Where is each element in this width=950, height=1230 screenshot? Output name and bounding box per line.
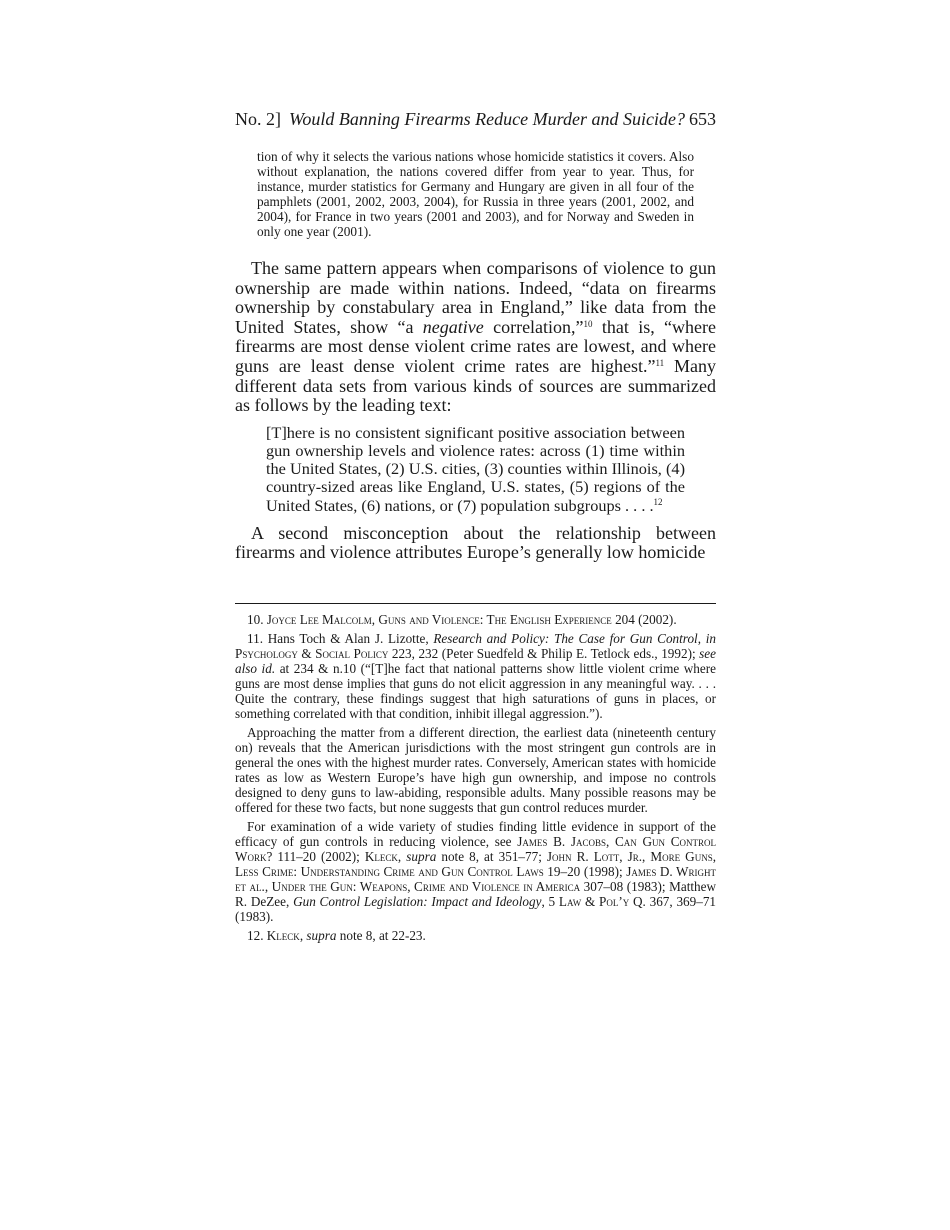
signal-supra: supra bbox=[406, 849, 437, 864]
text-run: 367, 369–71 (1983). bbox=[235, 894, 717, 924]
footnote-ref-10: 10 bbox=[583, 318, 593, 329]
footnote-number: 10. bbox=[247, 612, 264, 627]
text-run: 111–20 (2002); bbox=[272, 849, 365, 864]
signal-in: in bbox=[705, 631, 716, 646]
book-citation: James D. Wright et al., Under the Gun: Weapons, Crime and Violence in America bbox=[235, 864, 716, 894]
paragraph-2: A second misconception about the relationship between firearms and violence attributes Europe’s generally low homicide bbox=[235, 522, 716, 563]
text-run: , bbox=[299, 928, 307, 943]
text-run: For examination of a wide variety of studies finding little evidence in support of the efficacy of gun controls in reducing violence, see bbox=[235, 819, 716, 849]
footnote-book-title: Guns and Violence: The English Experience bbox=[378, 612, 612, 627]
volume-label: No. 2] bbox=[235, 109, 281, 129]
text-run: , bbox=[371, 612, 379, 627]
footnote-10 bbox=[235, 612, 716, 627]
footnote-ref-11: 11 bbox=[655, 357, 665, 368]
author-smallcaps: Kleck bbox=[266, 928, 300, 943]
text-run: 204 (2002). bbox=[611, 612, 677, 627]
text-run: Hans Toch & Alan J. Lizotte, bbox=[263, 631, 434, 646]
article-title-italic: Research and Policy: The Case for Gun Control bbox=[433, 631, 698, 646]
footnote-ref-12: 12 bbox=[653, 496, 663, 507]
journal-smallcaps: Law & Pol’y Q. bbox=[558, 894, 646, 909]
book-title-smallcaps: Psychology & Social Policy bbox=[235, 646, 389, 661]
text-run: correlation,” bbox=[483, 316, 584, 337]
emphasis-negative: negative bbox=[422, 316, 484, 337]
footnote-number: 12. bbox=[247, 928, 264, 943]
text-run: , bbox=[397, 849, 407, 864]
text-run: 307–08 (1983); Matthew R. DeZee, bbox=[235, 879, 717, 909]
text-run: note 8, at 22-23. bbox=[336, 928, 426, 943]
text-run: 19–20 (1998); bbox=[543, 864, 627, 879]
signal-see-also: see also id. bbox=[235, 646, 716, 676]
footnote-11-continued: Approaching the matter from a different direction, the earliest data (nineteenth century on) reveals that the American jurisdictions with the most stringent gun controls are in general the ones with the highest murder rates. Conversely, American states with homicide rates as low as Western Europe’s have high gun ownership, and impose no controls designed to deny guns to law-abiding, responsible adults. Many possible reasons may be offered for these two facts, but none suggests that gun control reduces murder. bbox=[235, 725, 716, 815]
carryover-footnote: tion of why it selects the various nations whose homicide statistics it covers. Also without explanation, the nations covered differ from year to year. Thus, for instance, murder statistics for Germany and Hungary are given in all four of the pamphlets (2001, 2002, 2003, 2004), for Russia in three years (2001, 2002, and 2004), for France in two years (2001 and 2003), and for Norway and Sweden in only one year (2001). bbox=[257, 149, 694, 239]
article-title: Would Banning Firearms Reduce Murder and Suicide? bbox=[289, 109, 685, 129]
footnote-11 bbox=[235, 631, 716, 721]
text-run: , 5 bbox=[541, 894, 559, 909]
book-citation: James B. Jacobs, Can Gun Control Work? bbox=[235, 834, 716, 864]
footnote-author: Joyce Lee Malcolm bbox=[266, 612, 372, 627]
text-run: 223, 232 (Peter Suedfeld & Philip E. Tetlock eds., 1992); bbox=[388, 646, 700, 661]
footnotes bbox=[235, 612, 716, 947]
paragraph-1 bbox=[235, 259, 716, 416]
footnote-rule bbox=[235, 603, 716, 604]
text-run: Many different data sets from various kinds of sources are summarized as follows by the leading text: bbox=[235, 355, 716, 416]
quote-text: [T]here is no consistent significant positive association between gun ownership levels and violence rates: across (1) time within the United States, (2) U.S. cities, (3) counties within Illinois, (4) country-sized areas like England, U.S. states, (5) regions of the United States, (6) nations, or (7) population subgroups . . . . bbox=[266, 422, 685, 515]
block-quote bbox=[266, 424, 685, 515]
text-run: that is, “where firearms are most dense violent crime rates are lowest, and where guns are least dense violent crime rates are highest.” bbox=[235, 316, 716, 376]
author-smallcaps: Kleck bbox=[364, 849, 398, 864]
text-run: note 8, at 351–77; bbox=[436, 849, 547, 864]
running-header bbox=[235, 106, 716, 132]
text-run: at 234 & n.10 (“[T]he fact that national patterns show little violent crime where guns are most dense implies that guns do not elicit aggression in any meaningful way. . . . Quite the contrary, these findings suggest that high saturations of guns in places, or something correlated with that condition, inhibit illegal aggression.”). bbox=[235, 661, 716, 721]
footnote-number: 11. bbox=[247, 631, 263, 646]
signal-supra: supra bbox=[306, 928, 337, 943]
page-body bbox=[235, 106, 716, 563]
footnote-12 bbox=[235, 928, 716, 943]
book-citation: John R. Lott, Jr., More Guns, Less Crime: Understanding Crime and Gun Control Laws bbox=[235, 849, 717, 879]
text-run: The same pattern appears when comparisons of violence to gun ownership are made within nations. Indeed, “data on firearms ownership by constabulary area in England,” like data from the United States, show “a bbox=[235, 258, 716, 337]
article-title-italic: Gun Control Legislation: Impact and Ideology bbox=[293, 894, 542, 909]
footnote-11-sources bbox=[235, 819, 716, 924]
text-run: , bbox=[697, 631, 706, 646]
page-number: 653 bbox=[689, 109, 716, 129]
